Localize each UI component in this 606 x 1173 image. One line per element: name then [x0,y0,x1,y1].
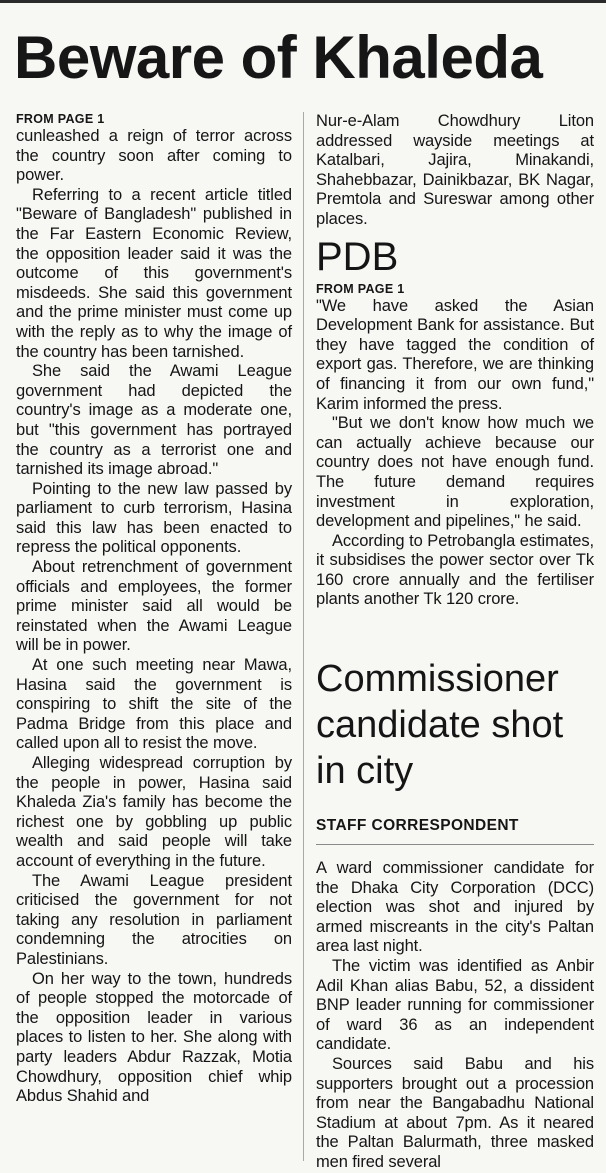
section-spacer [316,610,594,656]
right-column [316,112,594,1173]
top-rule [0,0,606,3]
main-continuation-label: FROM PAGE 1 [16,112,105,126]
pdb-paragraph: "We have asked the Asian Development Bank for assistance. But they have tagged the condition of export gas. Therefore, we are thinking of financing it from our own fund," Karim informed the press. [316,296,594,413]
commissioner-headline [316,656,594,794]
commissioner-paragraph: The victim was identified as Anbir Adil Khan alias Babu, 52, a dissident BNP leader running for commissioner of ward 36 as an independent candidate. [316,957,594,1054]
main-paragraph: At one such meeting near Mawa, Hasina said the government is conspiring to shift the site of the Padma Bridge from this place and called upon all to resist the move. [16,656,292,753]
commissioner-paragraph: Sources said Babu and his supporters brought out a procession from near the Bangabadhu National Stadium at about 7pm. As it neared the Paltan Balurmath, three masked men fired several [316,1055,594,1171]
column-divider [303,112,304,1161]
main-headline: Beware of Khaleda [14,24,543,91]
main-paragraph: cunleashed a reign of terror across the country soon after coming to power. [16,127,292,185]
main-paragraph: On her way to the town, hundreds of people stopped the motorcade of the opposition leader in various places to listen to her. She along with party leaders Abdur Razzak, Motia Chowdhury, opposition chief whip Abdus Shahid and [16,969,292,1106]
main-paragraph: Pointing to the new law passed by parliament to curb terrorism, Hasina said this law has been enacted to repress the political opponents. [16,479,292,557]
pdb-headline: PDB [316,234,399,279]
main-paragraph: The Awami League president criticised the government for not taking any resolution in parliament condemning the atrocities on Palestinians. [16,871,292,968]
byline: STAFF CORRESPONDENT [316,817,519,835]
main-paragraph: About retrenchment of government officials and employees, the former prime minister said all would be reinstated when the Awami League will be in power. [16,558,292,655]
commissioner-headline-line: candidate shot [316,704,564,747]
pdb-paragraph: According to Petrobangla estimates, it subsidises the power sector over Tk 160 crore annually and the fertiliser plants another Tk 120 crore. [316,531,594,609]
main-paragraph: Referring to a recent article titled "Beware of Bangladesh" published in the Far Eastern Economic Review, the opposition leader said it was the outcome of this government's misdeeds. She said this government and the prime minister must come up with the reply as to why the image of the country has been tarnished. [16,185,292,361]
headline-spacer [316,794,594,816]
main-paragraph: She said the Awami League government had depicted the country's image as a moderate one, but "this government has portrayed the country as a terrorist one and tarnished its image abroad." [16,362,292,479]
left-column [16,112,292,1107]
pdb-paragraph: "But we don't know how much we can actually achieve because our country does not have enough fund. The future demand requires investment in exploration, development and pipelines," he said. [316,414,594,531]
commissioner-headline-line: in city [316,750,414,793]
main-paragraph-continued: Nur-e-Alam Chowdhury Liton addressed wayside meetings at Katalbari, Jajira, Minakandi, Shahebbazar, Dainikbazar, BK Nagar, Premtola and Sureswar among other places. [316,112,594,228]
byline-rule [316,844,594,845]
commissioner-paragraph: A ward commissioner candidate for the Dhaka City Corporation (DCC) election was shot and injured by armed miscreants in the city's Paltan area last night. [316,859,594,956]
commissioner-headline-line: Commissioner [316,658,559,701]
pdb-continuation-label: FROM PAGE 1 [316,281,405,296]
main-paragraph: Alleging widespread corruption by the people in power, Hasina said Khaleda Zia's family has become the richest one by gobbling up public wealth and said people will take account of everything in the future. [16,754,292,870]
